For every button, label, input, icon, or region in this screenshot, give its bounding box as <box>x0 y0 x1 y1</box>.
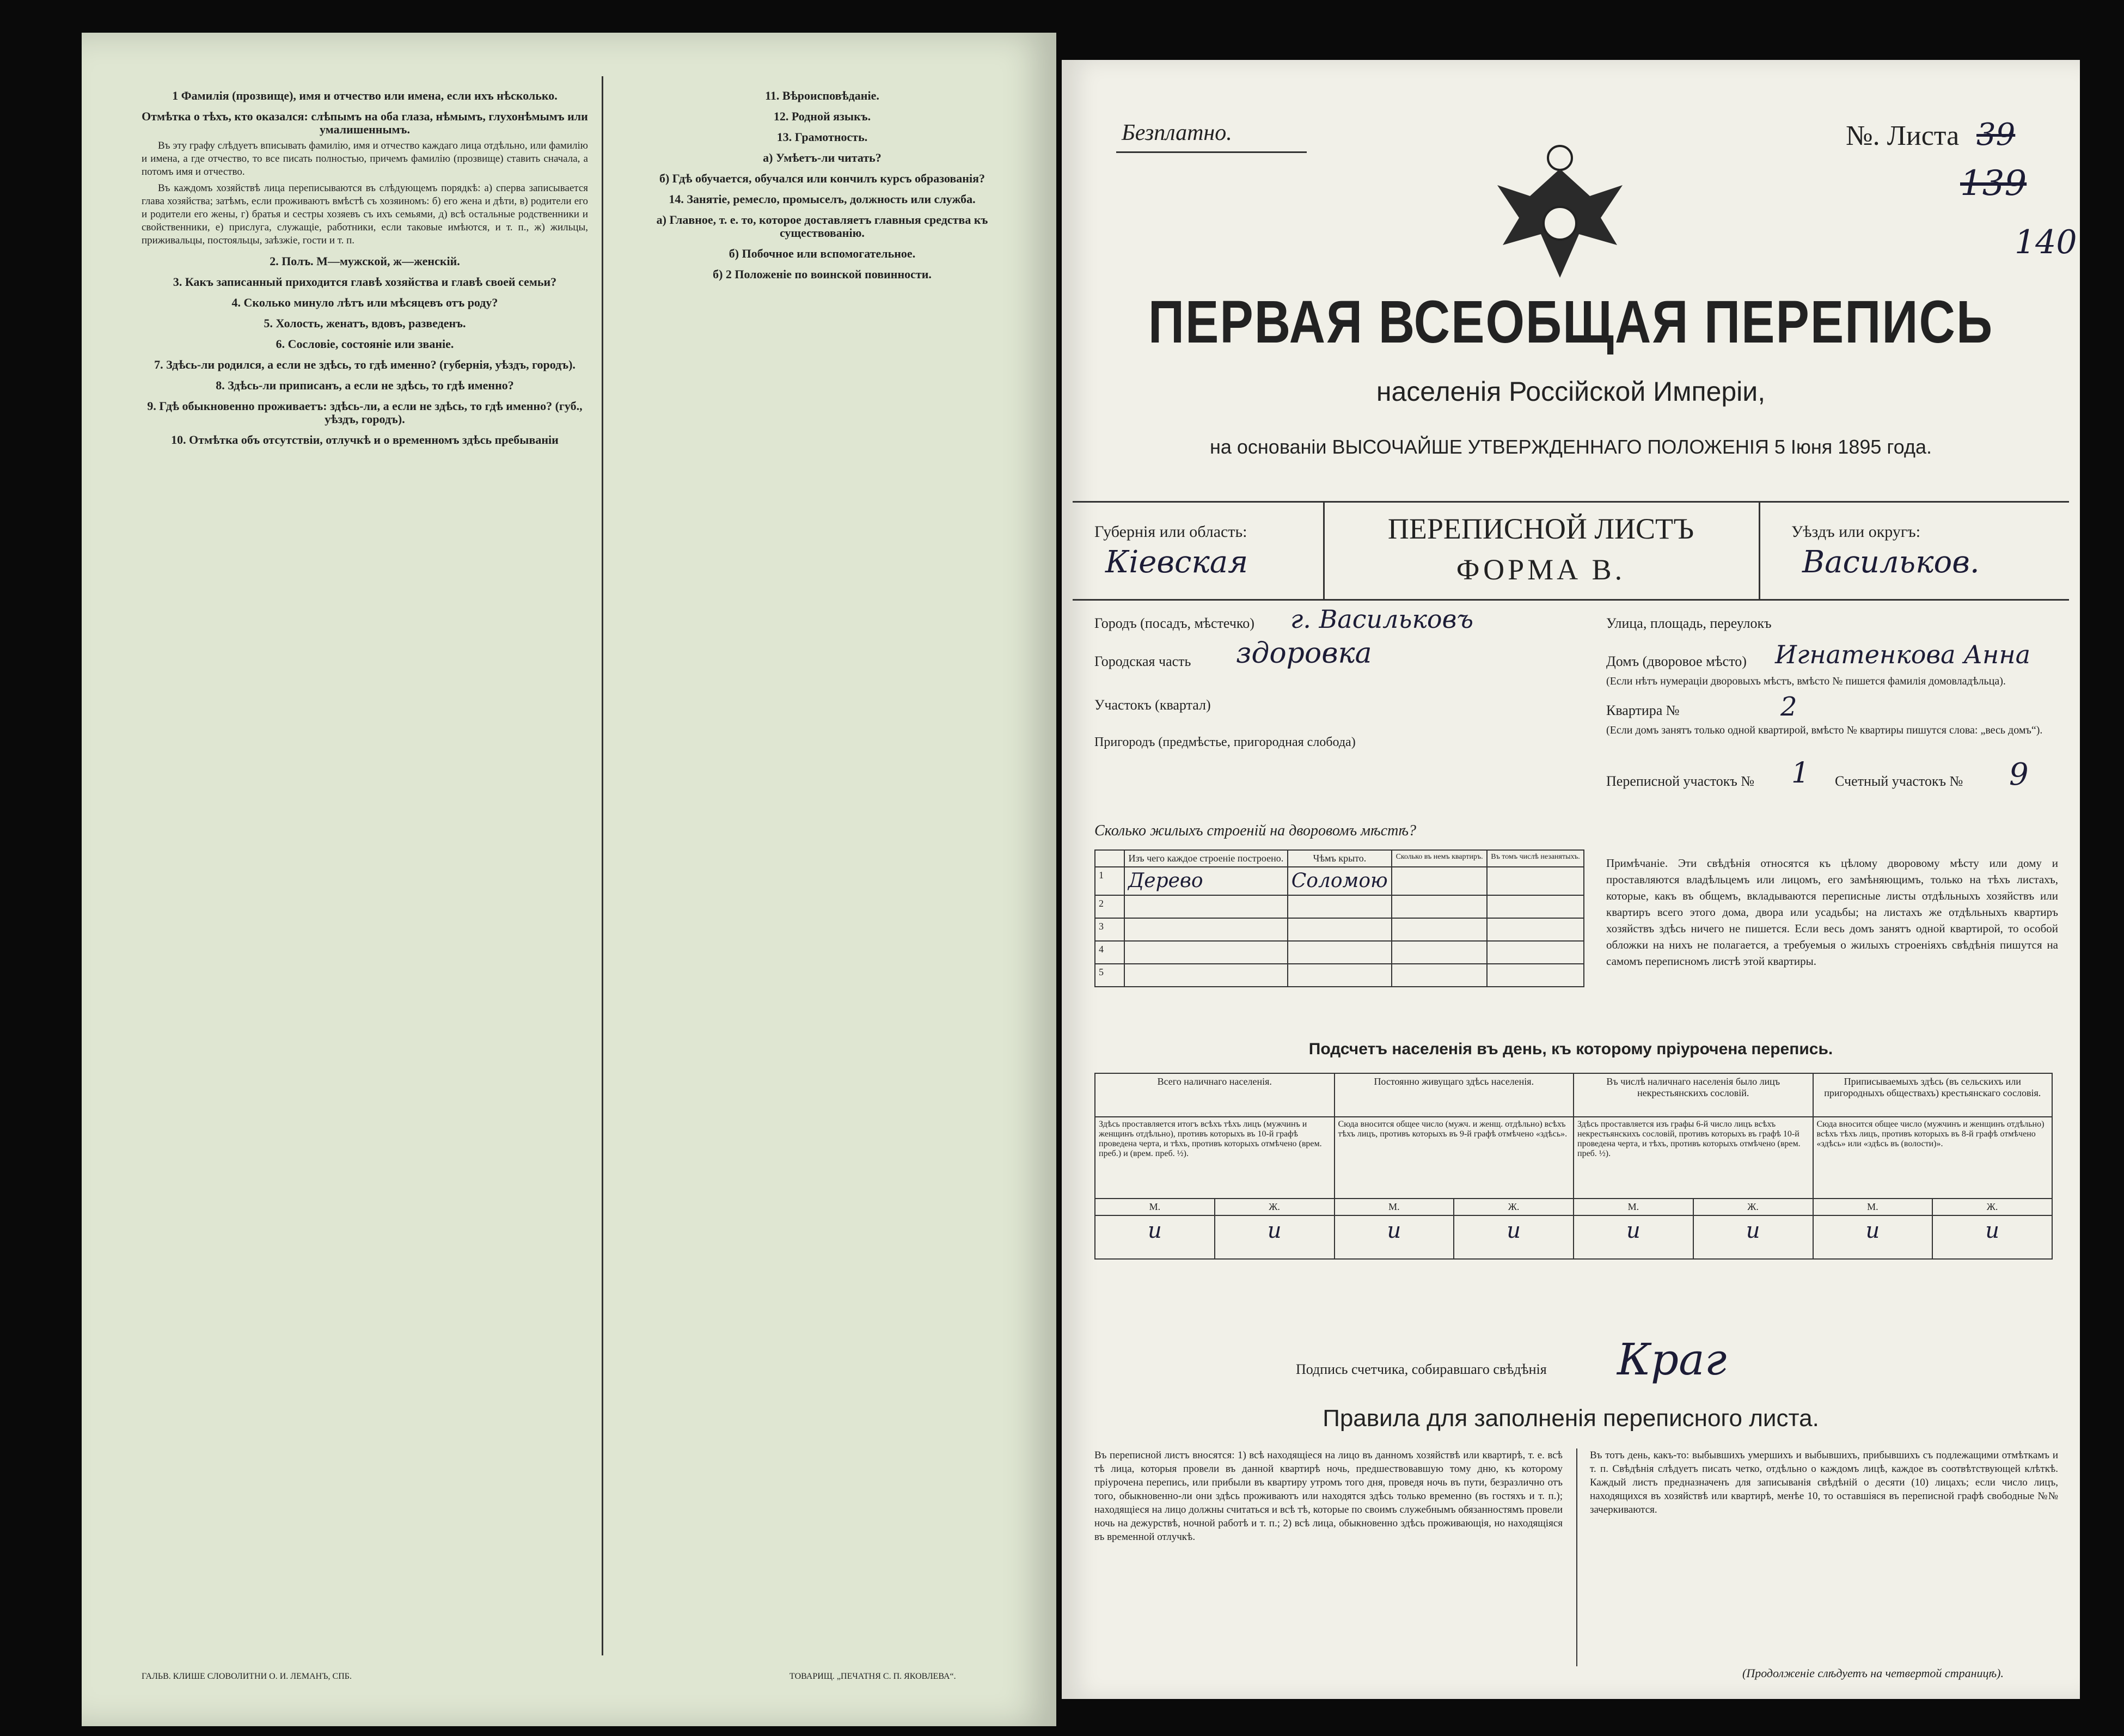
row-number: 1 <box>1095 867 1124 895</box>
basis-line: на основаніи ВЫСОЧАЙШЕ УТВЕРЖДЕННАГО ПОЛОЖЕНІЯ 5 Іюня 1895 года. <box>1209 436 1932 458</box>
section-heading: 13. Грамотность. <box>776 130 868 144</box>
printer-credit-left: ГАЛЬВ. КЛИШЕ СЛОВОЛИТНИ О. И. ЛЕМАНЪ, СПБ. <box>142 1672 352 1681</box>
paragraph: Въ каждомъ хозяйствѣ лица переписываются въ слѣдующемъ порядкѣ: а) сперва записывается глава хозяйства; затѣмъ, если проживаютъ вмѣстѣ съ хозяиномъ: б) его жена и дѣти, в) родители его и родители его жены, г) братья и сестры хозяевъ съ ихъ семьями, д) всѣ остальные родственники и свойственники, е) прислуга, служащіе, работники, если таковые имѣются, и т. п., ж) жильцы, приживальцы, постояльцы, заѣзжіе, гости и т. п. <box>142 182 588 246</box>
section-heading: 7. Здѣсь-ли родился, а если не здѣсь, то гдѣ именно? (губернія, уѣздъ, городъ). <box>154 358 576 371</box>
count-header-non-peasant: Въ числѣ наличнаго населенія было лицъ некрестьянскихъ сословій. <box>1574 1073 1813 1117</box>
free-label: Безплатно. <box>1122 120 1232 145</box>
male-header: М. <box>1335 1199 1454 1215</box>
free-underline <box>1116 151 1307 153</box>
chast-value: здоровка <box>1236 637 1372 670</box>
section-heading: 11. Вѣроисповѣданіе. <box>765 89 879 102</box>
column-divider <box>602 76 603 1655</box>
section-heading: б) 2 Положеніе по воинской повинности. <box>713 267 932 281</box>
row-number: 3 <box>1095 918 1124 941</box>
rules-divider <box>1576 1448 1577 1666</box>
count-value: и <box>1574 1215 1693 1259</box>
paragraph: Въ эту графу слѣдуетъ вписывать фамилію, имя и отчество каждаго лица отдѣльно, или фамилію и имена, а где отчество, то все писать полностью, причемъ фамилію (прозвище) ставить сначала, а потомъ имя и отчество. <box>142 140 588 178</box>
female-header: Ж. <box>1215 1199 1335 1215</box>
section-heading: 1 Фамилія (прозвище), имя и отчество или имена, если ихъ нѣсколько. <box>172 89 558 102</box>
section-heading: 8. Здѣсь-ли приписанъ, а если не здѣсь, то гдѣ именно? <box>216 378 514 392</box>
section-heading: 14. Занятіе, ремесло, промыселъ, должность или служба. <box>669 192 976 206</box>
buildings-header-roof: Чѣмъ крыто. <box>1288 850 1392 867</box>
census-title: ПЕРВАЯ ВСЕОБЩАЯ ПЕРЕПИСЬ <box>1148 289 1994 356</box>
count-header-peasant: Приписываемыхъ здѣсь (въ сельскихъ или пригородныхъ обществахъ) крестьянскаго сословія. <box>1813 1073 2053 1117</box>
gubernia-value: Кіевская <box>1105 545 1248 580</box>
left-page <box>82 33 1056 1726</box>
uezd-label: Уѣздъ или округъ: <box>1791 523 1921 541</box>
dom-note: (Если нѣтъ нумераціи дворовыхъ мѣстъ, вмѣсто № пишется фамилія домовладѣльца). <box>1606 675 2006 687</box>
count-desc-non-peasant: Здѣсь проставляется изъ графы 6-й число лицъ всѣхъ некрестьянскихъ сословій, противъ которыхъ въ графѣ 10-й проведена черта, и тѣхъ, противъ которыхъ отмѣчено (врем. преб. ½). <box>1574 1117 1813 1199</box>
double-headed-eagle-emblem <box>1486 136 1633 294</box>
count-desc-total: Здѣсь проставляется итогъ всѣхъ тѣхъ лицъ (мужчинъ и женщинъ отдѣльно), противъ которыхъ въ 10-й графѣ проведена черта, и тѣхъ, противъ которыхъ отмѣчено (врем. преб.) и (врем. преб. ½). <box>1095 1117 1335 1199</box>
count-value: и <box>1932 1215 2052 1259</box>
header-box-top <box>1073 501 2069 503</box>
rules-col-2: Въ тотъ день, какъ-то: выбывшихъ умершихъ и выбывшихъ, прибывшихъ съ подлежащими отмѣткамъ и т. п. Свѣдѣнія слѣдуетъ писать четко, отдѣльно о каждомъ лицѣ, каждое въ соотвѣтствующей клѣткѣ. Каждый листъ предназначенъ для записыванія свѣдѣній о десяти (10) лицахъ; если число лицъ, находящихся въ хозяйствѣ или квартирѣ, менѣе 10, то оставшіяся въ переписной графѣ свободные №№ зачеркиваются. <box>1590 1450 2058 1515</box>
male-header: М. <box>1574 1199 1693 1215</box>
signature-value: Краг <box>1617 1334 1727 1385</box>
section-heading: Отмѣтка о тѣхъ, кто оказался: слѣпымъ на оба глаза, нѣмымъ, глухонѣмымъ или умалишеннымъ. <box>142 109 588 136</box>
census-subtitle: населенія Россійской Имперіи, <box>1376 376 1766 407</box>
section-heading: 9. Гдѣ обыкновенно проживаетъ: здѣсь-ли, а если не здѣсь, то гдѣ именно? (губ., уѣздъ, городъ). <box>147 399 583 426</box>
section-heading: а) Умѣетъ-ли читать? <box>763 151 882 164</box>
female-header: Ж. <box>1693 1199 1813 1215</box>
section-heading: а) Главное, т. е. то, которое доставляетъ главныя средства къ существованію. <box>656 213 988 240</box>
continued-note: (Продолженіе слѣдуетъ на четвертой страницѣ). <box>1742 1666 2004 1680</box>
gubernia-label: Губернія или область: <box>1094 523 1247 541</box>
section-heading: 4. Сколько минуло лѣтъ или мѣсяцевъ отъ роду? <box>231 296 498 309</box>
kvartira-value: 2 <box>1780 692 1797 722</box>
ulitsa-label: Улица, площадь, переулокъ <box>1606 615 1772 631</box>
form-title-1: ПЕРЕПИСНОЙ ЛИСТЪ <box>1387 512 1694 545</box>
gorod-value: г. Васильковъ <box>1290 604 1474 634</box>
kvartira-note: (Если домъ занятъ только одной квартирой, вмѣсто № квартиры пишутся слова: „весь домъ“). <box>1606 724 2043 736</box>
count-value: и <box>1813 1215 1933 1259</box>
buildings-header-vacant: Въ томъ числѣ незанятыхъ. <box>1487 850 1584 867</box>
buildings-table <box>1094 849 1584 987</box>
rules-heading: Правила для заполненія переписного листа. <box>1323 1405 1819 1432</box>
header-box-left <box>1323 501 1325 599</box>
left-column-2 <box>618 82 1026 284</box>
sheet-number-label: №. Листа <box>1846 120 1960 151</box>
buildings-note: Примѣчаніе. Эти свѣдѣнія относятся къ цѣлому дворовому мѣсту или дому и проставляются владѣльцемъ или лицомъ, его замѣняющимъ, только на тѣхъ листахъ, которые, какъ въ общемъ, вкладываются переписные листы отдѣльныхъ хозяйствъ или квартиръ всего этого дома, двора или усадьбы; на листахъ же отдѣльныхъ квартиръ хозяйствъ здѣсь ничего не пишется. Если весь домъ занятъ одной квартирой, то особой обложки на нихъ не полагается, а требуемыя о жилыхъ строеніяхъ свѣдѣнія пишутся на самомъ переписномъ листѣ этой квартиры. <box>1606 857 2058 968</box>
left-column-1 <box>142 82 588 450</box>
female-header: Ж. <box>1454 1199 1574 1215</box>
count-desc-peasant: Сюда вносится общее число (мужчинъ и женщинъ отдѣльно) всѣхъ тѣхъ лицъ, противъ которыхъ въ 8-й графѣ отмѣчено «здѣсь» или «здѣсь въ (волости)». <box>1813 1117 2053 1199</box>
building-material: Дерево <box>1124 867 1288 895</box>
buildings-question: Сколько жилыхъ строеній на дворовомъ мѣстѣ? <box>1094 822 1417 839</box>
sheet-number-2: 140 <box>2015 223 2077 261</box>
sheet-number-1: 139 <box>1960 163 2027 204</box>
section-heading: 5. Холость, женатъ, вдовъ, разведенъ. <box>264 316 466 330</box>
sheet-number-crossed: 39 <box>1976 117 2016 152</box>
buildings-header-material: Изъ чего каждое строеніе построено. <box>1124 850 1288 867</box>
count-value: и <box>1693 1215 1813 1259</box>
row-number: 5 <box>1095 964 1124 987</box>
section-heading: 2. Полъ. М—мужской, ж—женскій. <box>270 254 460 268</box>
signature-label: Подпись счетчика, собиравшаго свѣдѣнія <box>1296 1361 1547 1377</box>
count-desc-permanent: Сюда вносится общее число (мужч. и женщ. отдѣльно) всѣхъ тѣхъ лицъ, противъ которыхъ въ 9-й графѣ отмѣчено «здѣсь». <box>1335 1117 1574 1199</box>
buildings-header-apartments: Сколько въ немъ квартиръ. <box>1392 850 1487 867</box>
section-heading: б) Побочное или вспомогательное. <box>729 247 916 260</box>
uezd-value: Васильков. <box>1802 545 1980 580</box>
female-header: Ж. <box>1932 1199 2052 1215</box>
section-heading: 10. Отмѣтка объ отсутствіи, отлучкѣ и о временномъ здѣсь пребываніи <box>171 433 559 447</box>
form-title-2: ФОРМА В. <box>1456 553 1626 586</box>
count-value: и <box>1215 1215 1335 1259</box>
dom-label: Домъ (дворовое мѣсто) <box>1606 653 1747 669</box>
section-heading: 12. Родной языкъ. <box>773 109 871 123</box>
count-heading: Подсчетъ населенія въ день, къ которому пріурочена перепись. <box>1308 1040 1833 1058</box>
section-heading: 3. Какъ записанный приходится главѣ хозяйства и главѣ своей семьи? <box>173 275 557 289</box>
section-heading: 6. Сословіе, состояніе или званіе. <box>276 337 454 351</box>
header-box-right <box>1759 501 1760 599</box>
prigorod-label: Пригородъ (предмѣстье, пригородная слобода) <box>1094 735 1356 749</box>
printer-credit-right: ТОВАРИЩ. „ПЕЧАТНЯ С. П. ЯКОВЛЕВА“. <box>789 1672 956 1681</box>
chast-label: Городская часть <box>1094 653 1191 669</box>
building-roof: Соломою <box>1288 867 1392 895</box>
right-page <box>1062 60 2080 1699</box>
gorod-label: Городъ (посадъ, мѣстечко) <box>1094 615 1254 631</box>
row-number: 2 <box>1095 895 1124 918</box>
male-header: М. <box>1813 1199 1933 1215</box>
row-number: 4 <box>1095 941 1124 964</box>
count-value: и <box>1335 1215 1454 1259</box>
dom-value: Игнатенкова Анна <box>1775 640 2031 669</box>
count-value: и <box>1095 1215 1215 1259</box>
count-table <box>1094 1073 2053 1260</box>
perepisnoy-label: Переписной участокъ № <box>1606 773 1755 789</box>
schetny-label: Счетный участокъ № <box>1835 773 1963 789</box>
uchastok-label: Участокъ (квартал) <box>1094 697 1211 713</box>
perepisnoy-value: 1 <box>1791 757 1810 790</box>
count-header-total: Всего наличнаго населенія. <box>1095 1073 1335 1117</box>
count-header-permanent: Постоянно живущаго здѣсь населенія. <box>1335 1073 1574 1117</box>
header-box-bottom <box>1073 599 2069 601</box>
rules-col-1: Въ переписной листъ вносятся: 1) всѣ находящіеся на лицо въ данномъ хозяйствѣ или квартирѣ, т. е. всѣ тѣ лица, которыя провели въ данной квартирѣ ночь, предшествовавшую тому дню, къ которому пріурочена перепись, или прибыли въ квартиру утромъ того дня, проведя ночь въ пути, безразлично отъ того, обыкновенно-ли они здѣсь проживаютъ или находятся здѣсь только временно (въ гостяхъ и т. п.); находящіеся на лицо должны считаться и всѣ тѣ, которые по своимъ служебнымъ обязанностямъ провели ночь на дежурствѣ, ночной работѣ и т. п.; 2) всѣ лица, обыкновенно здѣсь проживающія, но находящіяся въ временной отлучкѣ. <box>1094 1450 1563 1543</box>
male-header: М. <box>1095 1199 1215 1215</box>
schetny-value: 9 <box>2009 757 2029 792</box>
section-heading: б) Гдѣ обучается, обучался или кончилъ курсъ образованія? <box>659 172 986 185</box>
count-value: и <box>1454 1215 1574 1259</box>
kvartira-label: Квартира № <box>1606 702 1680 718</box>
